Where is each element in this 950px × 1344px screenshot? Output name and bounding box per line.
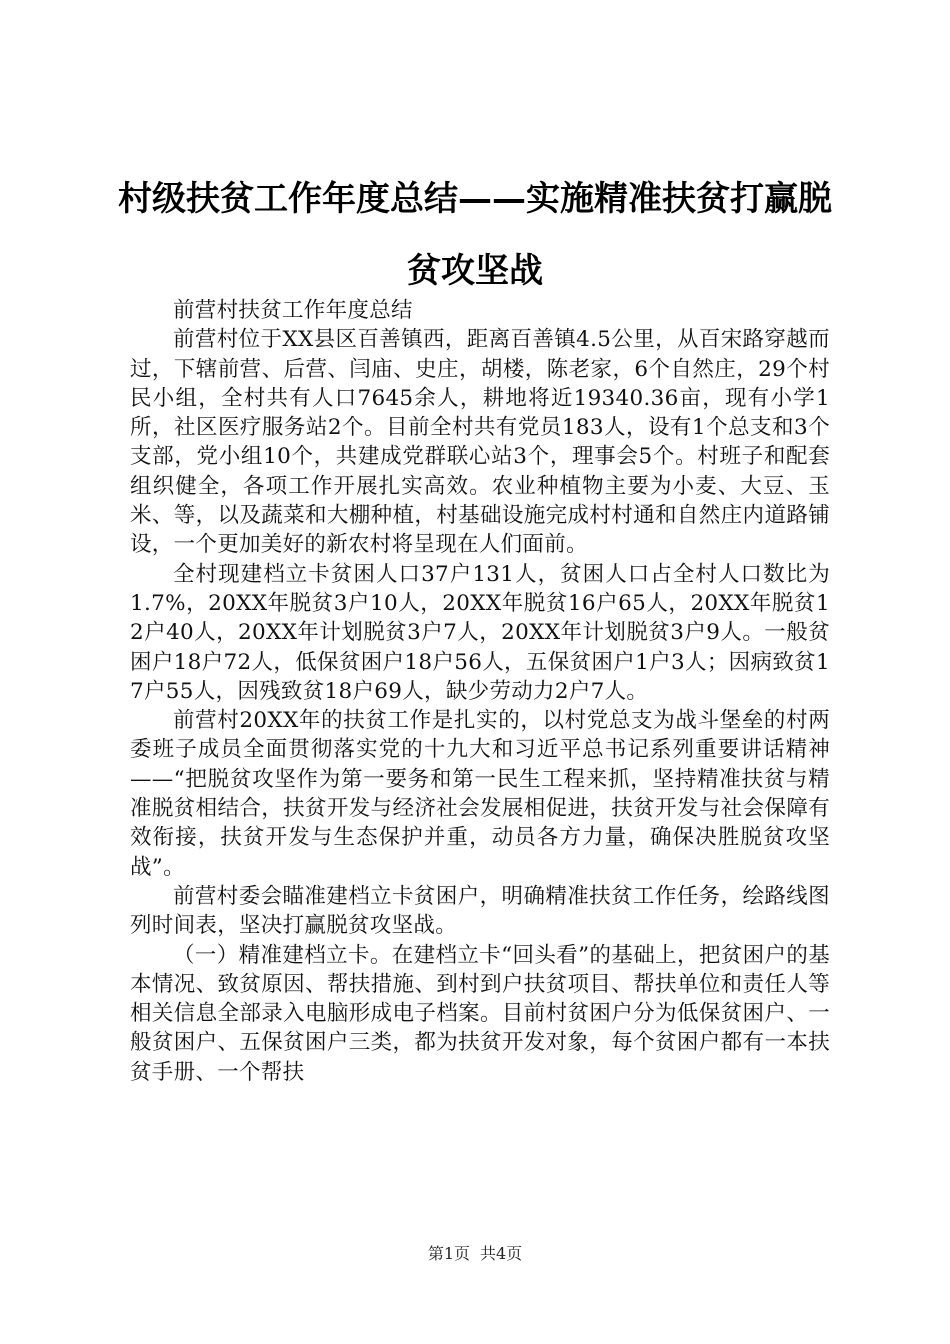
paragraph-village-overview: 前营村位于XX县区百善镇西，距离百善镇4.5公里，从百宋路穿越而过，下辖前营、后营、闫庙、史庄，胡楼，陈老家，6个自然庄，29个村民小组，全村共有人口7645余人，耕地将近19340.36亩，现有小学1所，社区医疗服务站2个。目前全村共有党员183人，设有1个总支和3个支部，党小组10个，共建成党群联心站3个，理事会5个。村班子和配套组织健全，各项工作开展扎实高效。农业种植物主要为小麦、大豆、玉米、等，以及蔬菜和大棚种植，村基础设施完成村村通和自然庄内道路铺设，一个更加美好的新农村将呈现在人们面前。: [130, 327, 830, 558]
paragraph-section-one: （一）精准建档立卡。在建档立卡“回头看”的基础上，把贫困户的基本情况、致贫原因、帮扶措施、到村到户扶贫项目、帮扶单位和责任人等相关信息全部录入电脑形成电子档案。目前村贫困户分为低保贫困户、一般贫困户、五保贫困户三类，都为扶贫开发对象，每个贫困户都有一本扶贫手册、一个帮扶: [130, 942, 830, 1085]
page-number: 第1页: [427, 1244, 470, 1263]
document-body: [130, 296, 830, 1087]
paragraph-poverty-statistics: 全村现建档立卡贫困人口37户131人，贫困人口占全村人口数比为1.7%，20XX年脱贫3户10人，20XX年脱贫16户65人，20XX年脱贫12户40人，20XX年计划脱贫3户7人，20XX年计划脱贫3户9人。一般贫困户18户72人，低保贫困户18户56人，五保贫困户1户3人；因病致贫17户55人，因残致贫18户69人，缺少劳动力2户7人。: [130, 561, 830, 704]
paragraph-subtitle: 前营村扶贫工作年度总结: [173, 298, 413, 323]
paragraph-work-principles: 前营村20XX年的扶贫工作是扎实的，以村党总支为战斗堡垒的村两委班子成员全面贯彻落实党的十九大和习近平总书记系列重要讲话精神——“把脱贫攻坚作为第一要务和第一民生工程来抓，坚持精准扶贫与精准脱贫相结合，扶贫开发与经济社会发展相促进，扶贫开发与社会保障有效衔接，扶贫开发与生态保护并重，动员各方力量，确保决胜脱贫攻坚战”。: [130, 708, 830, 880]
document-title: 村级扶贫工作年度总结——实施精准扶贫打赢脱贫攻坚战: [118, 179, 832, 291]
paragraph-work-goals: 前营村委会瞄准建档立卡贫困户，明确精准扶贫工作任务，绘路线图列时间表，坚决打赢脱贫攻坚战。: [130, 883, 830, 939]
total-pages: 共4页: [480, 1244, 523, 1263]
page-footer: [0, 1244, 950, 1264]
